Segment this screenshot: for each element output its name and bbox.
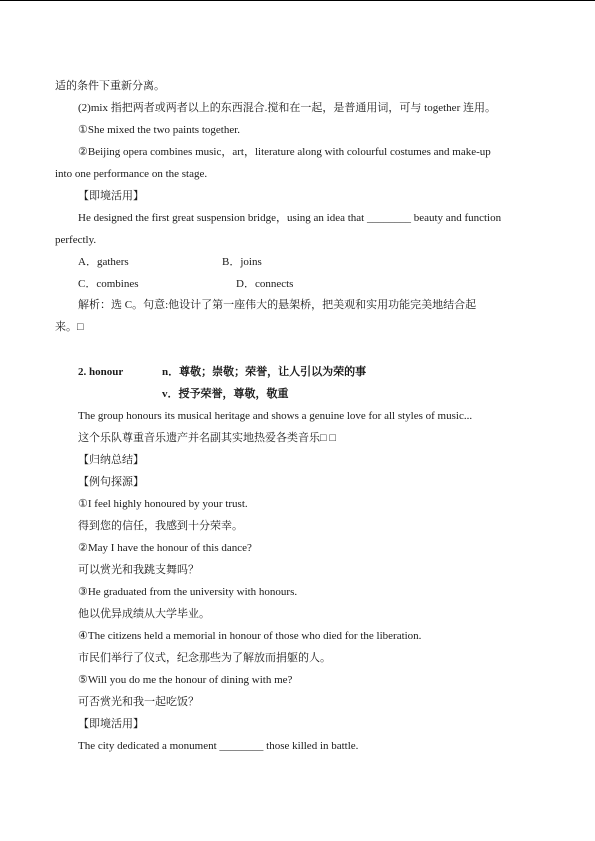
section-practice-1: 【即境活用】 [78, 190, 144, 202]
section-examples: 【例句探源】 [78, 476, 144, 488]
example-translation-2: 可以赏光和我跳支舞吗？ [78, 564, 199, 576]
example-1: ①She mixed the two paints together. [78, 124, 241, 136]
entry-example-translation: 这个乐队尊重音乐遗产并名副其实地热爱各类音乐□ □ [78, 432, 337, 444]
example-translation-5: 可否赏光和我一起吃饭？ [78, 696, 199, 708]
example-sentence-3: ③He graduated from the university with honours. [78, 586, 298, 598]
example-sentence-4: ④The citizens held a memorial in honour of those who died for the liberation. [78, 630, 422, 642]
example-2-cont: into one performance on the stage. [55, 168, 208, 180]
example-translation-3: 他以优异成绩从大学毕业。 [78, 608, 210, 620]
example-translation-4: 市民们举行了仪式，纪念那些为了解放而捐躯的人。 [78, 652, 331, 664]
question-1: He designed the first great suspension bridge，using an idea that ________ beauty and function [78, 212, 502, 224]
example-2: ②Beijing opera combines music，art，literature along with colourful costumes and make-up [78, 146, 491, 158]
example-translation-1: 得到您的信任，我感到十分荣幸。 [78, 520, 243, 532]
entry-headword: 2. honour [78, 366, 124, 378]
answer-explanation-cont: 来。□ [55, 321, 84, 333]
option-d: D．connects [236, 278, 294, 290]
example-sentence-5: ⑤Will you do me the honour of dining with me? [78, 674, 293, 686]
option-a: A．gathers [78, 256, 129, 268]
option-c: C．combines [78, 278, 139, 290]
question-1-cont: perfectly. [55, 234, 97, 246]
answer-explanation: 解析：选 C。句意:他设计了第一座伟大的悬架桥，把美观和实用功能完美地结合起 [78, 299, 477, 311]
example-sentence-1: ①I feel highly honoured by your trust. [78, 498, 248, 510]
entry-verb-sense: v．授予荣誉，尊敬，敬重 [162, 388, 289, 400]
text-line-2: (2)mix 指把两者或两者以上的东西混合.搅和在一起，是普通用词，可与 together 连用。 [78, 102, 496, 114]
question-2: The city dedicated a monument ________ those killed in battle. [78, 740, 359, 752]
example-sentence-2: ②May I have the honour of this dance? [78, 542, 252, 554]
section-practice-2: 【即境活用】 [78, 718, 144, 730]
entry-noun-sense: n．尊敬；崇敬；荣誉，让人引以为荣的事 [162, 366, 367, 378]
option-b: B．joins [222, 256, 262, 268]
top-rule [0, 0, 595, 1]
entry-example: The group honours its musical heritage and shows a genuine love for all styles of music... [78, 410, 473, 422]
section-summary: 【归纳总结】 [78, 454, 144, 466]
text-line-1: 适的条件下重新分离。 [55, 80, 165, 92]
